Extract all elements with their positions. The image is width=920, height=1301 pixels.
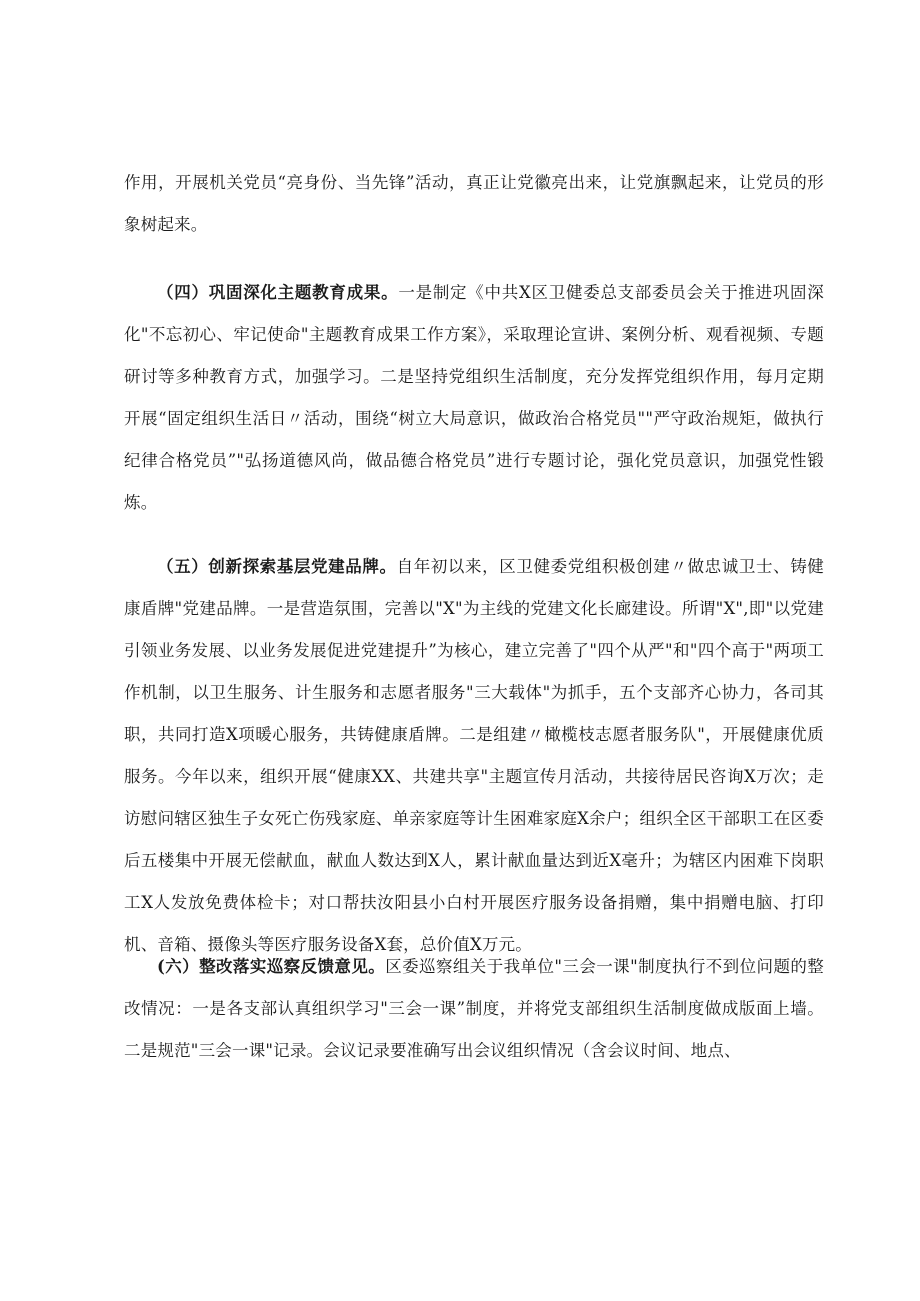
paragraph-section-4 [124,272,824,524]
section-heading: （五）创新探索基层党建品牌。 [157,557,397,576]
paragraph-body: 自年初以来，区卫健委党组积极创建〃做忠诚卫士、铸健康盾牌"党建品牌。一是营造氛围，完善以"X"为主线的党建文化长廊建设。所谓"X",即"以党建引领业务发展、以业务发展促进党建提升”为核心，建立完善了"四个从严"和"四个高于"两项工作机制，以卫生服务、计生服务和志愿者服务"三大载体"为抓手，五个支部齐心协力，各司其职，共同打造X项暖心服务，共铸健康盾牌。二是组建〃橄榄枝志愿者服务队"，开展健康优质服务。今年以来，组织开展“健康XX、共建共享"主题宣传月活动，共接待居民咨询X万次；走访慰问辖区独生子女死亡伤残家庭、单亲家庭等计生困难家庭X余户；组织全区干部职工在区委后五楼集中开展无偿献血，献血人数达到X人，累计献血量达到近X毫升；为辖区内困难下岗职工X人发放免费体检卡；对口帮扶汝阳县小白村开展医疗服务设备捐赠，集中捐赠电脑、打印机、音箱、摄像头等医疗服务设备X套，总价值X万元。 [124,557,825,954]
paragraph-body: 作用，开展机关党员“亮身份、当先锋”活动，真正让党徽亮出来，让党旗飘起来，让党员的形象树起来。 [124,173,824,234]
paragraph-body: 区委巡察组关于我单位"三会一课"制度执行不到位问题的整改情况：一是各支部认真组织学习"三会一课”制度，并将党支部组织生活制度做成版面上墙。二是规范"三会一课"记录。会议记录要准确写出会议组织情况（含会议时间、地点、 [124,957,824,1060]
section-heading: （四）巩固深化主题教育成果。 [157,283,399,302]
paragraph-body: 一是制定《中共X区卫健委总支部委员会关于推进巩固深化"不忘初心、牢记使命"主题教育成果工作方案》，采取理论宣讲、案例分析、观看视频、专题研讨等多种教育方式，加强学习。二是坚持党组织生活制度，充分发挥党组织作用，每月定期开展“固定组织生活日〃活动，围绕“树立大局意识，做政治合格党员""严守政治规矩，做执行纪律合格党员”"弘扬道德风尚，做品德合格党员”进行专题讨论，强化党员意识，加强党性锻炼。 [124,283,824,512]
section-heading: (六）整改落实巡察反馈意见。 [157,957,386,976]
paragraph-section-5 [124,546,824,966]
paragraph-continuation [124,162,824,246]
paragraph-section-6 [124,946,824,1072]
